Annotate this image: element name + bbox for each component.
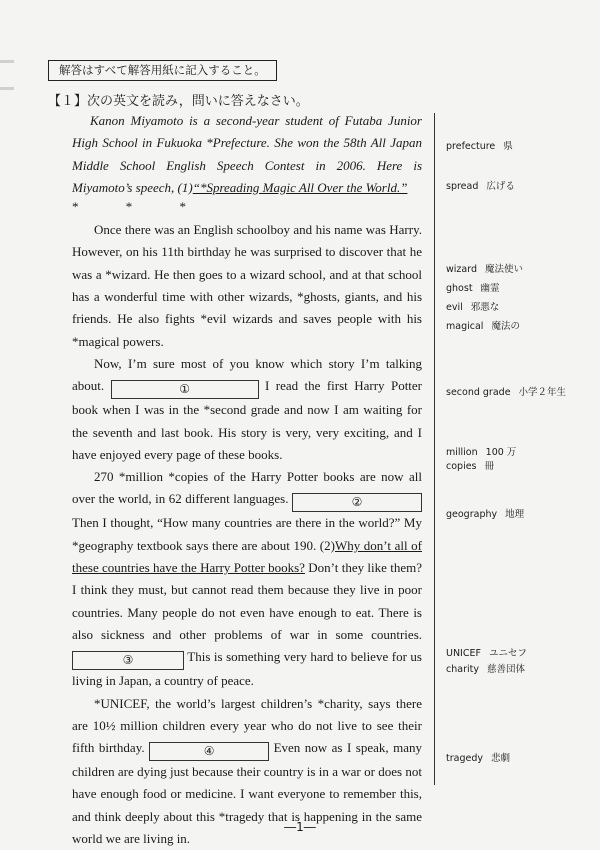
gloss-charity: charity 慈善団体: [446, 664, 525, 675]
blank-3: ③: [72, 651, 184, 670]
gloss-geography: geography 地理: [446, 509, 525, 520]
ref-2: (2): [319, 537, 335, 553]
gloss-ghost: ghost 幽霊: [446, 283, 500, 294]
gloss-million: million 100 万: [446, 447, 517, 458]
ref-1: (1): [177, 179, 193, 195]
passage-intro: Kanon Miyamoto is a second-year student of Futaba Junior High School in Fukuoka *Prefecture. She won the 58th All Japan Middle School English Speech Contest in 2006. Here is Miyamoto’s speech, (1)“*Spreading Magic All Over the World.”: [72, 113, 422, 195]
question-heading: 【１】次の英文を読み，問いに答えなさい。: [48, 94, 309, 109]
section-separator: * * *: [72, 199, 208, 215]
page-number: ―1―: [284, 820, 316, 834]
gloss-unicef: UNICEF ユニセフ: [446, 648, 527, 659]
gloss-evil: evil 邪悪な: [446, 302, 500, 313]
gloss-tragedy: tragedy 悲劇: [446, 753, 510, 764]
blank-2: ②: [292, 493, 422, 512]
gloss-spread: spread 広げる: [446, 181, 515, 192]
paragraph-2: Now, I’m sure most of you know which story I’m talking about. ① I read the first Harry Potter book when I was in the *second grade and now I am waiting for the seventh and last book. His story is very, very exciting, and I have enjoyed every page of these books.: [72, 355, 423, 462]
paragraph-3: 270 *million *copies of the Harry Potter books are now all over the world, in 62 different languages. ② Then I thought, “How many countries are there in the world?” My *geography textbook says there are about 190. (2)Why don’t all of these countries have the Harry Potter books? Don’t they like them? I think they must, but cannot read them because they live in poor countries. Many people do not even have enough to eat. There is also sickness and other problems of war in some countries. ③ This is something very hard to believe for us living in Japan, a country of peace.: [72, 469, 422, 689]
paragraph-4: *UNICEF, the world’s largest children’s *charity, says there are 10½ million children every year who do not live to see their fifth birthday. ④ Even now as I speak, many children are dying just because their country is in a war or does not have enough food or medicine. I want everyone to remember this, and think deeply about this *tragedy that is happening in the same world we are living in.: [72, 695, 422, 847]
paragraph-1: Once there was an English schoolboy and his name was Harry. However, on his 11th birthday he was surprised to discover that he was a *wizard. He then goes to a wizard school, and at that school has a wonderful time with other wizards, *ghosts, giants, and his friends. He also fights *evil wizards and saves people with his *magical powers.: [72, 222, 422, 349]
underlined-question-2: Why don’t all of these countries have the Harry Potter books?: [72, 537, 422, 576]
gloss-magical: magical 魔法の: [446, 321, 520, 332]
edge-mark: [0, 60, 14, 90]
speech-title: “*Spreading Magic All Over the World.”: [192, 179, 408, 195]
blank-1: ①: [111, 380, 259, 399]
passage: [72, 110, 422, 850]
gloss-second-grade: second grade 小学２年生: [446, 387, 567, 398]
gloss-prefecture: prefecture 県: [446, 141, 513, 152]
gloss-copies: copies 冊: [446, 461, 495, 472]
instruction-notice: 解答はすべて解答用紙に記入すること。: [48, 60, 277, 81]
glossary-divider: [434, 113, 435, 785]
gloss-wizard: wizard 魔法使い: [446, 264, 524, 275]
blank-4: ④: [149, 742, 269, 761]
